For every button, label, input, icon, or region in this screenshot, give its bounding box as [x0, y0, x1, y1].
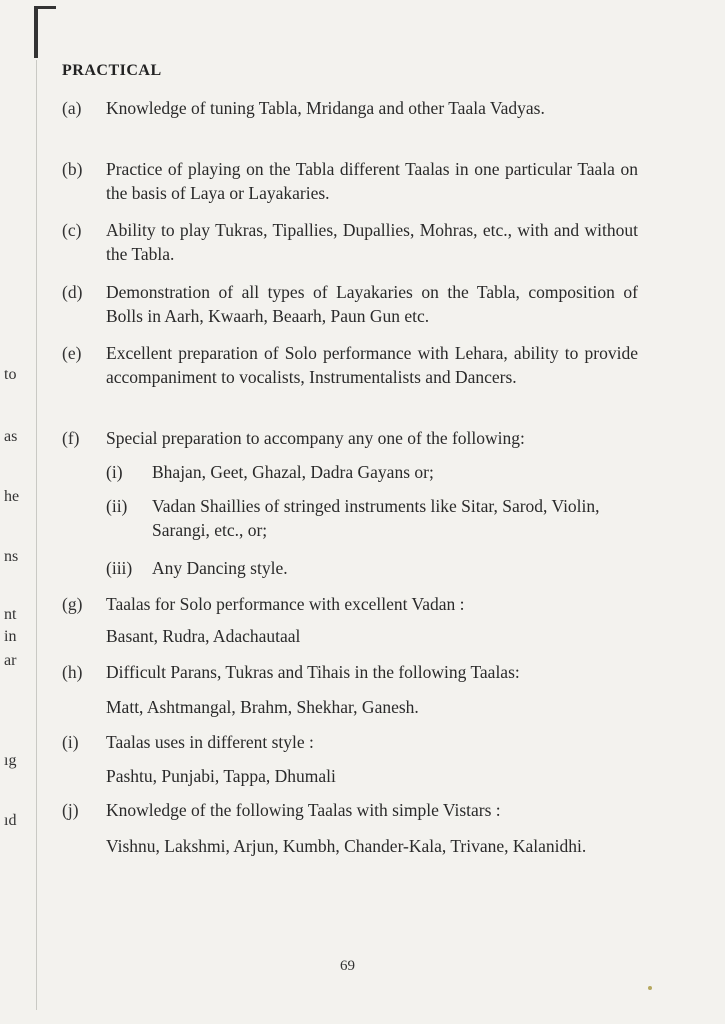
list-item-i [62, 730, 642, 756]
item-text: Ability to play Tukras, Tipallies, Dupallies, Mohras, etc., with and without the Tabla. [106, 220, 638, 264]
list-item-j [62, 798, 642, 824]
sub-item-label: (ii) [106, 496, 128, 516]
sub-item-text: Vadan Shaillies of stringed instruments like Sitar, Sarod, Violin, Sarangi, etc., or; [152, 496, 600, 540]
item-label: (f) [62, 428, 80, 448]
margin-fragment: in [4, 628, 17, 645]
item-label: (e) [62, 343, 82, 363]
taala-list-h: Matt, Ashtmangal, Brahm, Shekhar, Ganesh. [106, 697, 419, 717]
list-item-b [62, 157, 642, 207]
item-text: Difficult Parans, Tukras and Tihais in the following Taalas: [106, 662, 520, 682]
item-label: (c) [62, 220, 82, 240]
item-text: Knowledge of tuning Tabla, Mridanga and other Taala Vadyas. [106, 98, 545, 118]
list-item-e [62, 341, 642, 415]
margin-fragment: nt [4, 606, 17, 623]
margin-fragment: ar [4, 652, 17, 669]
paper-speck [648, 986, 652, 990]
item-label: (d) [62, 282, 83, 302]
margin-fragment: ıg [4, 752, 17, 769]
list-item-c [62, 218, 642, 268]
section-heading: PRACTICAL [62, 62, 162, 79]
margin-fragment: to [4, 366, 17, 383]
item-text: Taalas for Solo performance with excellent Vadan : [106, 594, 465, 614]
list-item-d [62, 280, 642, 330]
taala-list-g: Basant, Rudra, Adachautaal [106, 626, 301, 646]
page-edge-line [36, 60, 37, 1010]
item-label: (a) [62, 98, 82, 118]
item-text: Practice of playing on the Tabla different Taalas in one particular Taala on the basis of Laya or Layakaries. [106, 159, 638, 203]
sub-item-label: (i) [106, 462, 123, 482]
item-label: (g) [62, 594, 83, 614]
corner-mark-vertical [34, 6, 38, 58]
margin-fragment: ıd [4, 812, 17, 829]
page-number: 69 [340, 958, 355, 974]
item-label: (i) [62, 732, 79, 752]
item-text: Knowledge of the following Taalas with simple Vistars : [106, 800, 501, 820]
margin-fragment: as [4, 428, 18, 445]
taala-list-i: Pashtu, Punjabi, Tappa, Dhumali [106, 766, 336, 786]
list-item-h [62, 660, 642, 686]
item-label: (j) [62, 800, 79, 820]
item-text: Excellent preparation of Solo performance with Lehara, ability to provide accompaniment to vocalists, Instrumentalists and Dancers. [106, 343, 638, 387]
item-text: Taalas uses in different style : [106, 732, 314, 752]
list-item-f [62, 426, 642, 452]
sub-item-text: Bhajan, Geet, Ghazal, Dadra Gayans or; [152, 462, 434, 482]
item-label: (b) [62, 159, 83, 179]
list-item-g [62, 592, 642, 618]
margin-fragment: he [4, 488, 20, 505]
item-text: Special preparation to accompany any one of the following: [106, 428, 525, 448]
sub-item-text: Any Dancing style. [152, 558, 288, 578]
item-label: (h) [62, 662, 83, 682]
item-text: Demonstration of all types of Layakaries on the Tabla, composition of Bolls in Aarh, Kwaarh, Beaarh, Paun Gun etc. [106, 282, 638, 326]
list-item-a [62, 96, 642, 146]
sub-item-label: (iii) [106, 558, 133, 578]
margin-fragment: ns [4, 548, 19, 565]
taala-list-j: Vishnu, Lakshmi, Arjun, Kumbh, Chander-Kala, Trivane, Kalanidhi. [106, 836, 587, 856]
